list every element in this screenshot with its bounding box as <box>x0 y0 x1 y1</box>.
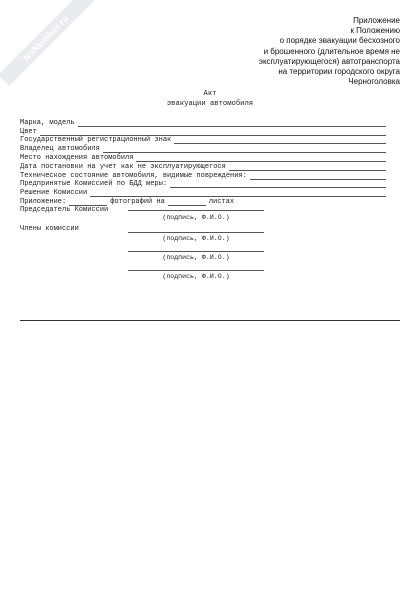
field-label: Цвет <box>20 127 37 136</box>
signature-caption: (подпись, Ф.И.О.) <box>162 272 230 280</box>
document-subtitle: эвакуации автомобиля <box>166 100 254 108</box>
header-line: эксплуатирующегося) автотранспорта <box>258 56 400 66</box>
chair-signature <box>20 206 386 225</box>
field-label: Марка, модель <box>20 118 75 127</box>
signature-line <box>128 232 264 233</box>
field-label: Владелец автомобиля <box>20 145 100 154</box>
field-blank-line <box>78 120 386 127</box>
field-label: Место нахождения автомобиля <box>20 153 134 162</box>
field-label: Решение Комиссии <box>20 189 88 198</box>
document-title: Акт <box>203 90 217 98</box>
field-label: Дата постановки на учет как не эксплуатирующегося <box>20 162 226 171</box>
member-signature <box>20 225 386 244</box>
member-signature <box>20 244 386 263</box>
attachment-middle: фотографий на <box>110 197 165 206</box>
act-form <box>20 118 386 282</box>
header-line: к Положению <box>350 26 400 36</box>
field-blank-line <box>229 164 386 171</box>
header-line: о порядке эвакуации бесхозного <box>279 36 400 46</box>
signature-line <box>128 270 264 271</box>
sheet-count-blank <box>168 199 206 206</box>
field-row <box>20 180 386 189</box>
chair-label: Председатель Комиссии <box>20 205 109 214</box>
field-row <box>20 162 386 171</box>
field-blank-line <box>103 146 386 153</box>
attachment-suffix: листах <box>208 197 235 206</box>
members-label: Члены комиссии <box>20 224 79 233</box>
field-blank-line <box>250 172 386 179</box>
field-row <box>20 136 386 145</box>
field-blank-line <box>170 181 386 188</box>
photo-count-blank <box>69 199 107 206</box>
field-blank-line <box>40 128 386 135</box>
signature-line <box>128 210 264 211</box>
attachment-row <box>20 197 386 206</box>
signature-caption: (подпись, Ф.И.О.) <box>162 213 230 221</box>
watermark: NoNumber.ru <box>0 0 94 86</box>
field-blank-line <box>136 155 386 162</box>
header-line: Черноголовка <box>348 77 400 87</box>
field-row <box>20 171 386 180</box>
header-line: Приложение <box>353 16 400 25</box>
member-signature <box>20 263 386 282</box>
field-blank-line <box>90 190 386 197</box>
field-row <box>20 144 386 153</box>
bottom-divider <box>20 320 400 321</box>
signature-line <box>128 251 264 252</box>
signature-caption: (подпись, Ф.И.О.) <box>162 234 230 242</box>
header-line: и брошенного (длительное время не <box>263 46 400 56</box>
field-row <box>20 127 386 136</box>
field-label: Государственный регистрационный знак <box>20 136 172 145</box>
field-row <box>20 118 386 127</box>
field-row <box>20 153 386 162</box>
field-row <box>20 188 386 197</box>
document-header <box>200 16 400 87</box>
field-label: Предпринятые Комиссией по БДД меры: <box>20 180 168 189</box>
signature-caption: (подпись, Ф.И.О.) <box>162 253 230 261</box>
header-line: на территории городского округа <box>278 67 400 77</box>
field-label: Техническое состояние автомобиля, видимые повреждения: <box>20 171 247 180</box>
field-blank-line <box>174 137 386 144</box>
attachment-prefix: Приложение: <box>20 197 67 206</box>
